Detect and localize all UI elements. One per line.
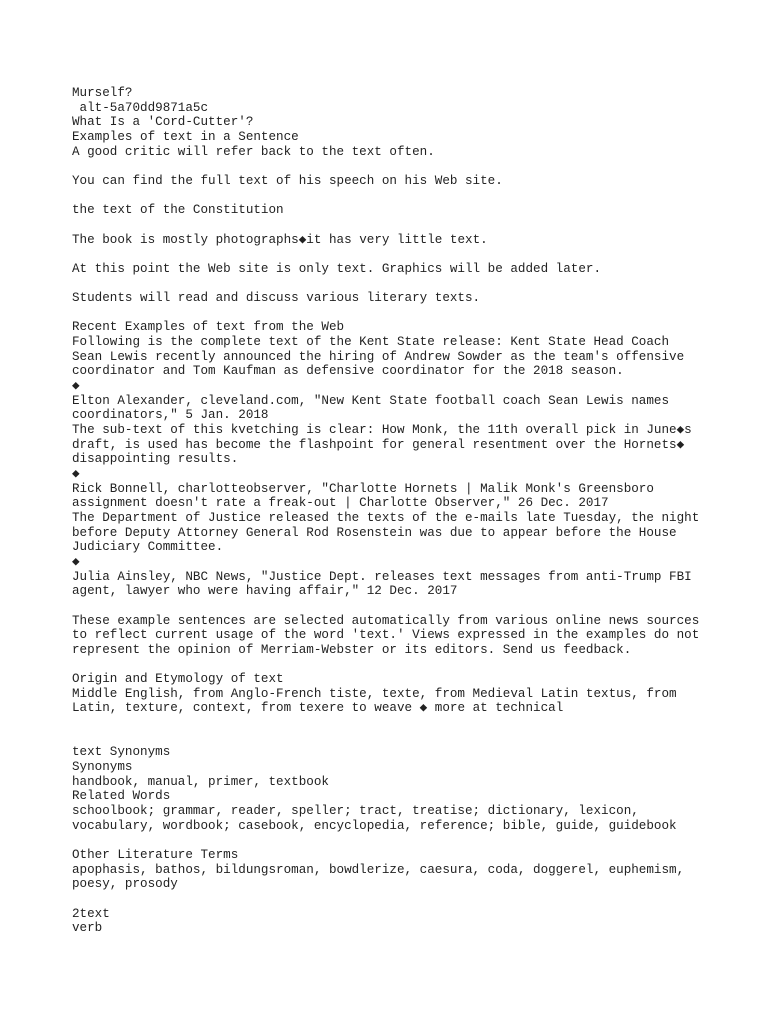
text-line: draft, is used has become the flashpoint for general resentment over the Hornets◆ (72, 437, 685, 452)
text-line: before Deputy Attorney General Rod Rosenstein was due to appear before the House (72, 525, 677, 540)
text-line: These example sentences are selected automatically from various online news sources (72, 613, 700, 628)
headword: 2text (72, 906, 110, 921)
section-heading: Recent Examples of text from the Web (72, 320, 345, 335)
text-line: poesy, prosody (72, 877, 178, 892)
blank-line (72, 159, 712, 174)
blank-line (72, 657, 712, 672)
text-line: schoolbook; grammar, reader, speller; tract, treatise; dictionary, lexicon, (72, 804, 639, 818)
blank-line (72, 892, 712, 907)
text-line: What Is a 'Cord-Cutter'? (72, 115, 254, 130)
blank-line (72, 189, 712, 204)
section-heading: text Synonyms (72, 745, 171, 760)
text-line: disappointing results. (72, 452, 239, 467)
text-line: Following is the complete text of the Kent State release: Kent State Head Coach (72, 335, 670, 350)
citation-line: agent, lawyer who were having affair," 12 Dec. 2017 (72, 584, 458, 599)
separator-glyph: ◆ (72, 554, 80, 569)
citation-line: Elton Alexander, cleveland.com, "New Kent State football coach Sean Lewis names (72, 393, 670, 408)
blank-line (72, 599, 712, 614)
text-line: vocabulary, wordbook; casebook, encyclopedia, reference; bible, guide, guidebook (72, 818, 677, 833)
text-line: Sean Lewis recently announced the hiring of Andrew Sowder as the team's offensive (72, 349, 685, 364)
blank-line (72, 833, 712, 848)
document-body (72, 86, 712, 936)
section-heading: Origin and Etymology of text (72, 672, 284, 687)
blank-line (72, 306, 712, 321)
blank-line (72, 247, 712, 262)
text-line: You can find the full text of his speech on his Web site. (72, 173, 503, 188)
text-line: Judiciary Committee. (72, 540, 224, 555)
subheading: Related Words (72, 789, 171, 804)
blank-line (72, 716, 712, 731)
text-line: to reflect current usage of the word 'text.' Views expressed in the examples do not (72, 628, 700, 643)
text-line: A good critic will refer back to the text often. (72, 144, 435, 159)
text-line: coordinator and Tom Kaufman as defensive coordinator for the 2018 season. (72, 364, 624, 379)
blank-line (72, 731, 712, 746)
text-line: apophasis, bathos, bildungsroman, bowdlerize, caesura, coda, doggerel, euphemism, (72, 862, 685, 877)
text-line: At this point the Web site is only text. Graphics will be added later. (72, 261, 602, 276)
text-line: The book is mostly photographs◆it has very little text. (72, 232, 488, 247)
separator-glyph: ◆ (72, 379, 80, 394)
citation-line: coordinators," 5 Jan. 2018 (72, 408, 269, 423)
part-of-speech: verb (72, 921, 103, 936)
blank-line (72, 218, 712, 233)
text-line: handbook, manual, primer, textbook (72, 774, 329, 789)
subheading: Synonyms (72, 760, 133, 775)
text-line: represent the opinion of Merriam-Webster or its editors. Send us feedback. (72, 642, 632, 657)
text-line: The Department of Justice released the texts of the e-mails late Tuesday, the night (72, 510, 700, 525)
citation-line: Rick Bonnell, charlotteobserver, "Charlotte Hornets | Malik Monk's Greensboro (72, 481, 654, 496)
text-line: The sub-text of this kvetching is clear: How Monk, the 11th overall pick in June◆s (72, 423, 692, 437)
text-line: Students will read and discuss various literary texts. (72, 291, 481, 306)
section-heading: Other Literature Terms (72, 847, 239, 862)
text-line: alt-5a70dd9871a5c (72, 100, 209, 115)
separator-glyph: ◆ (72, 466, 80, 481)
citation-line: Julia Ainsley, NBC News, "Justice Dept. releases text messages from anti-Trump FBI (72, 569, 692, 584)
text-line: Middle English, from Anglo-French tiste, texte, from Medieval Latin textus, from (72, 686, 677, 701)
blank-line (72, 276, 712, 291)
citation-line: assignment doesn't rate a freak-out | Charlotte Observer," 26 Dec. 2017 (72, 496, 609, 511)
text-line: Latin, texture, context, from texere to weave ◆ more at technical (72, 701, 564, 716)
text-line: the text of the Constitution (72, 203, 284, 218)
text-line: Examples of text in a Sentence (72, 129, 299, 144)
text-line: Murself? (72, 86, 133, 100)
